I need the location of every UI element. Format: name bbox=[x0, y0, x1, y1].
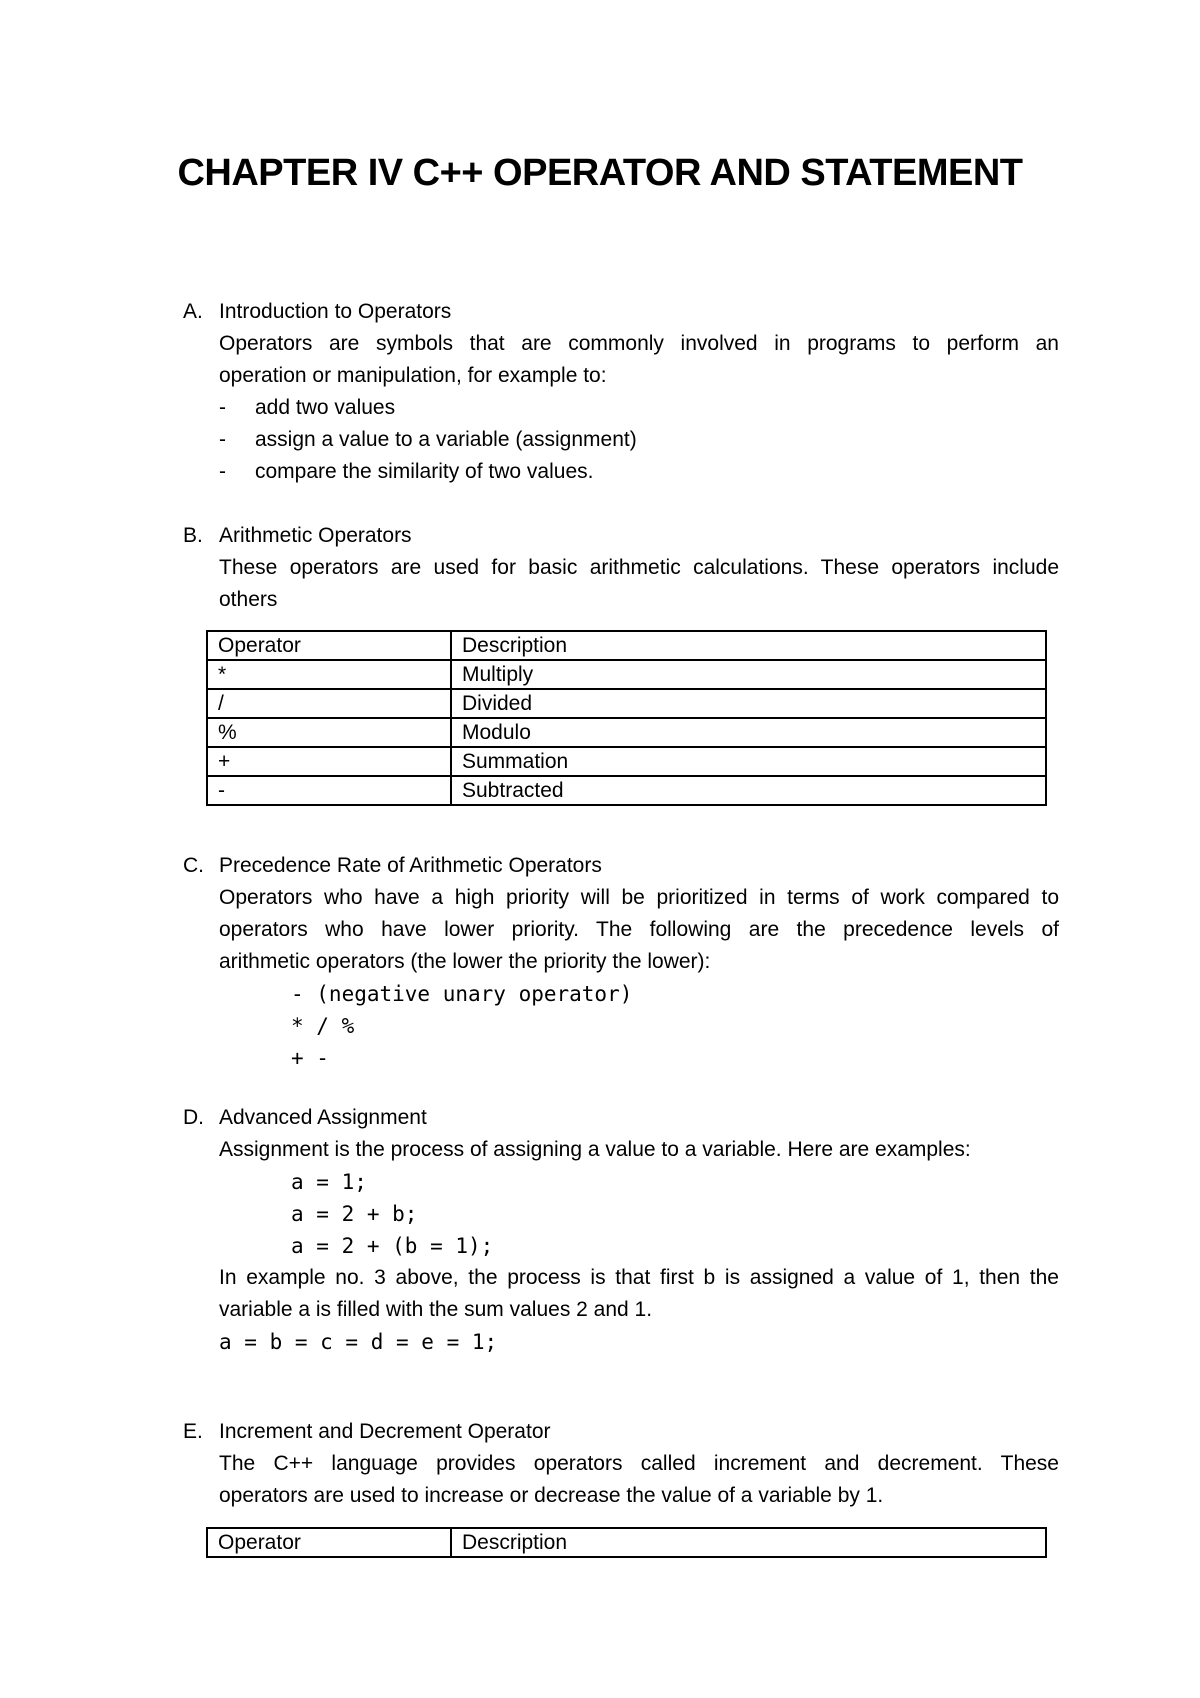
code-line: * / % bbox=[291, 1014, 355, 1038]
section-d-paragraph-line: variable a is filled with the sum values 2 and 1. bbox=[219, 1298, 653, 1321]
table-header-row bbox=[207, 1528, 1046, 1557]
table-row bbox=[207, 718, 1046, 747]
section-b-letter: B. bbox=[183, 524, 203, 547]
section-b-heading: Arithmetic Operators bbox=[219, 524, 412, 547]
section-a-letter: A. bbox=[183, 300, 203, 323]
table-cell: Summation bbox=[451, 747, 1046, 776]
code-line: a = 2 + (b = 1); bbox=[291, 1234, 494, 1258]
section-d-heading: Advanced Assignment bbox=[219, 1106, 427, 1129]
section-d-paragraph-line: In example no. 3 above, the process is that first b is assigned a value of 1, then the bbox=[219, 1266, 1059, 1289]
code-line: a = 2 + b; bbox=[291, 1202, 418, 1226]
table-cell: Multiply bbox=[451, 660, 1046, 689]
section-c-heading: Precedence Rate of Arithmetic Operators bbox=[219, 854, 602, 877]
page-title: CHAPTER IV C++ OPERATOR AND STATEMENT bbox=[177, 152, 1023, 194]
section-d-letter: D. bbox=[183, 1106, 204, 1129]
table-cell: / bbox=[207, 689, 451, 718]
section-d-paragraph-line: Assignment is the process of assigning a value to a variable. Here are examples: bbox=[219, 1138, 971, 1161]
section-e-heading: Increment and Decrement Operator bbox=[219, 1420, 551, 1443]
section-c-paragraph-line: operators who have lower priority. The following are the precedence levels of bbox=[219, 918, 1059, 941]
table-cell: Modulo bbox=[451, 718, 1046, 747]
bullet-marker: - bbox=[219, 428, 226, 451]
section-a-heading: Introduction to Operators bbox=[219, 300, 452, 323]
table-row bbox=[207, 660, 1046, 689]
code-line: - (negative unary operator) bbox=[291, 982, 633, 1006]
increment-decrement-table bbox=[206, 1527, 1047, 1558]
list-item: compare the similarity of two values. bbox=[255, 460, 594, 483]
table-header-row bbox=[207, 631, 1046, 660]
table-cell: % bbox=[207, 718, 451, 747]
section-c-letter: C. bbox=[183, 854, 204, 877]
table-row bbox=[207, 747, 1046, 776]
code-line: a = 1; bbox=[291, 1170, 367, 1194]
column-header: Operator bbox=[207, 1528, 451, 1557]
table-cell: Divided bbox=[451, 689, 1046, 718]
section-a-paragraph-line: Operators are symbols that are commonly involved in programs to perform an bbox=[219, 332, 1059, 355]
table-cell: Subtracted bbox=[451, 776, 1046, 805]
section-b-paragraph-line: These operators are used for basic arithmetic calculations. These operators include bbox=[219, 556, 1059, 579]
table-cell: + bbox=[207, 747, 451, 776]
section-e-paragraph-line: operators are used to increase or decrease the value of a variable by 1. bbox=[219, 1484, 884, 1507]
arithmetic-operators-table bbox=[206, 630, 1047, 806]
list-item: assign a value to a variable (assignment) bbox=[255, 428, 637, 451]
column-header: Description bbox=[451, 631, 1046, 660]
code-line: a = b = c = d = e = 1; bbox=[219, 1330, 498, 1354]
code-line: + - bbox=[291, 1046, 329, 1070]
section-a-paragraph-line: operation or manipulation, for example to: bbox=[219, 364, 607, 387]
table-row bbox=[207, 776, 1046, 805]
section-e-paragraph-line: The C++ language provides operators called increment and decrement. These bbox=[219, 1452, 1059, 1475]
column-header: Operator bbox=[207, 631, 451, 660]
table-cell: * bbox=[207, 660, 451, 689]
table-cell: - bbox=[207, 776, 451, 805]
section-e-letter: E. bbox=[183, 1420, 203, 1443]
section-c-paragraph-line: Operators who have a high priority will be prioritized in terms of work compared to bbox=[219, 886, 1059, 909]
column-header: Description bbox=[451, 1528, 1046, 1557]
section-c-paragraph-line: arithmetic operators (the lower the priority the lower): bbox=[219, 950, 711, 973]
bullet-marker: - bbox=[219, 460, 226, 483]
section-b-paragraph-line: others bbox=[219, 588, 278, 611]
table-row bbox=[207, 689, 1046, 718]
list-item: add two values bbox=[255, 396, 396, 419]
bullet-marker: - bbox=[219, 396, 226, 419]
